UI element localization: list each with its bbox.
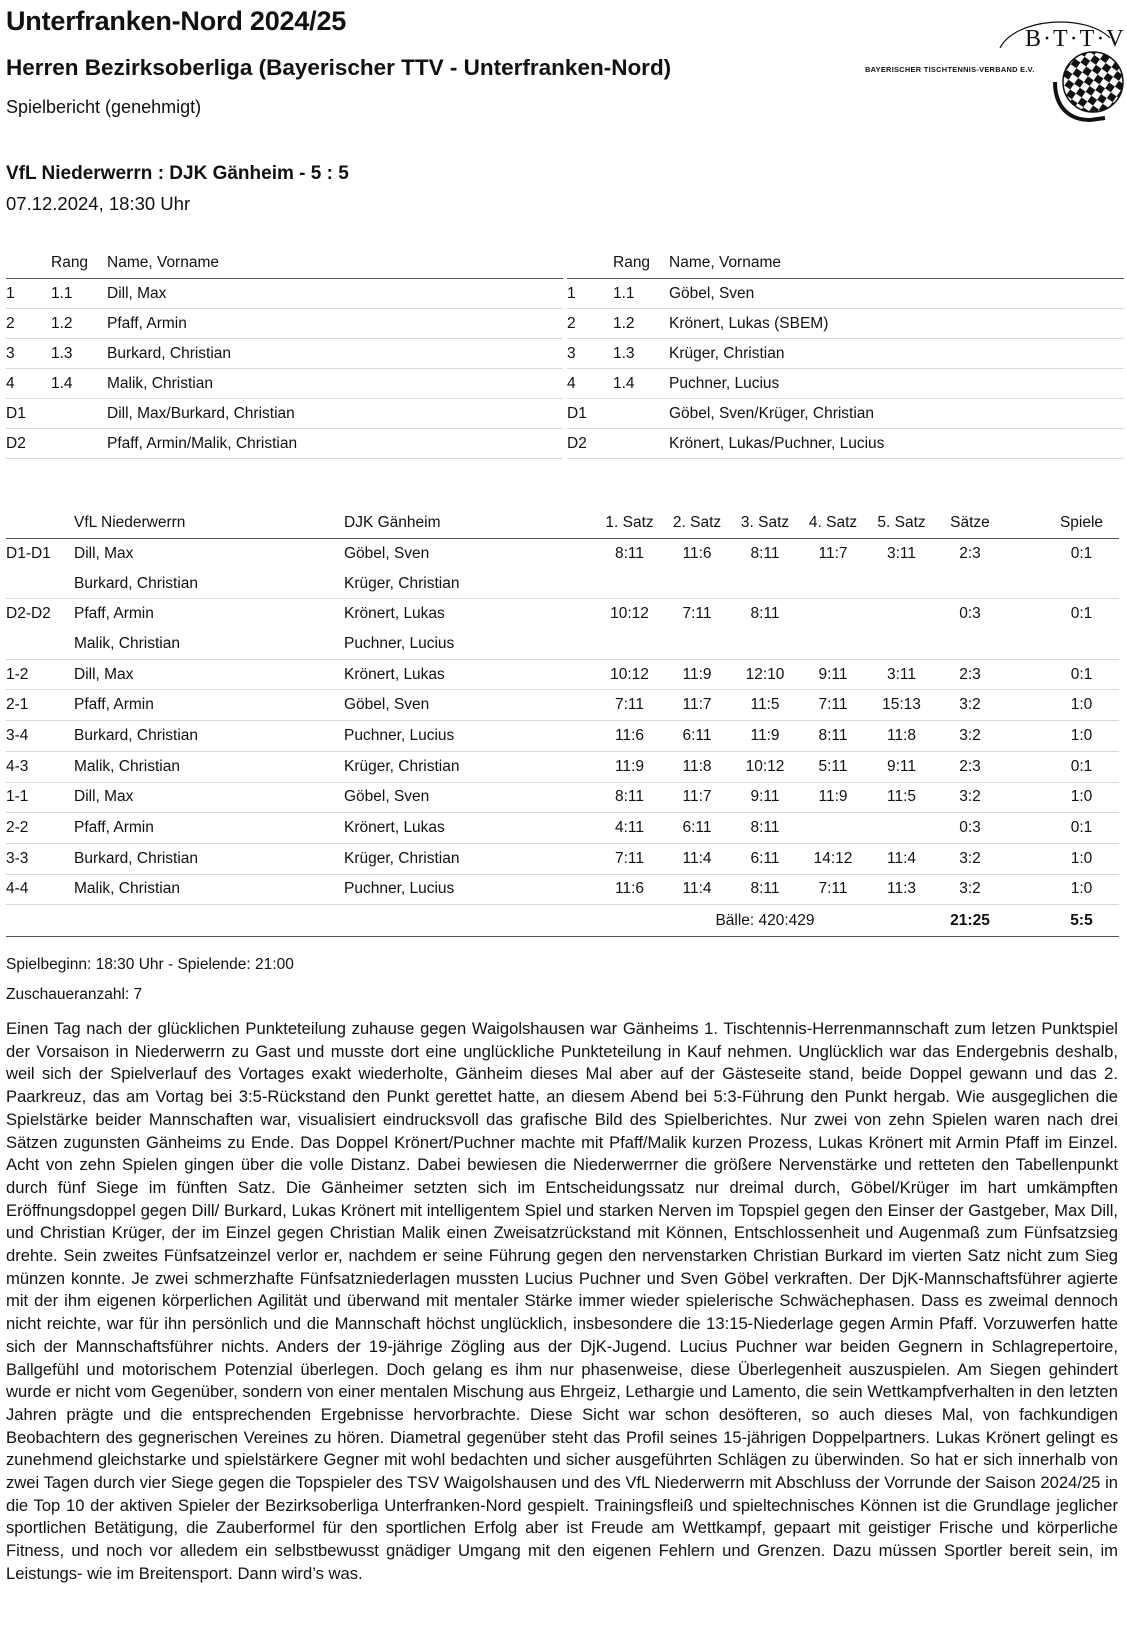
game-pair: D2-D2: [6, 605, 51, 623]
lineup-rang-header: Rang: [613, 248, 669, 279]
lineup-no: 3: [567, 339, 613, 369]
lineup-row: [6, 429, 563, 459]
lineup-name: Dill, Max/Burkard, Christian: [107, 399, 563, 429]
game-spiele: 1:0: [1004, 782, 1119, 813]
set3-header: 3. Satz: [731, 508, 799, 539]
game-saetze: 2:3: [936, 751, 1004, 782]
game-row: [6, 599, 1119, 629]
game-row: [6, 782, 1119, 813]
game-set1: 8:11: [596, 782, 663, 813]
lineup-rang-header: Rang: [51, 248, 107, 279]
game-set2: 11:4: [663, 843, 731, 874]
game-set3: 8:11: [731, 874, 799, 905]
lineup-row: [6, 309, 563, 339]
game-spiele: 0:1: [1070, 544, 1093, 562]
game-set1: 11:6: [596, 874, 663, 905]
games-table: [6, 508, 1119, 937]
game-saetze: 3:2: [936, 843, 1004, 874]
game-saetze: 3:2: [936, 782, 1004, 813]
game-set3: 11:9: [731, 721, 799, 752]
game-row: [6, 659, 1119, 690]
game-row: [6, 813, 1119, 844]
home-lineup-table: [6, 248, 563, 459]
game-away-player: Göbel, Sven: [344, 690, 596, 721]
lineup-rang: 1.3: [51, 339, 107, 369]
game-row: [6, 751, 1119, 782]
set1-header: 1. Satz: [596, 508, 663, 539]
game-row: [6, 690, 1119, 721]
game-home-player: Burkard, Christian: [74, 843, 344, 874]
total-balls: Bälle: 420:429: [663, 905, 867, 937]
game-set1: 10:12: [596, 659, 663, 690]
lineup-no: D2: [567, 429, 613, 459]
game-set4: 7:11: [799, 874, 867, 905]
set2-header: 2. Satz: [663, 508, 731, 539]
game-row: [6, 721, 1119, 752]
game-set3: 8:11: [750, 605, 780, 623]
game-spiele: 0:1: [1070, 605, 1093, 623]
lineup-no: 4: [567, 369, 613, 399]
game-away-player: Krüger, Christian: [344, 751, 596, 782]
lineup-rang: 1.1: [613, 279, 669, 309]
game-home-partner: Burkard, Christian: [74, 569, 344, 599]
lineup-no: 3: [6, 339, 51, 369]
spiele-header: Spiele: [1004, 508, 1119, 539]
game-spiele: 1:0: [1004, 843, 1119, 874]
lineup-row: [567, 429, 1124, 459]
game-saetze: 0:3: [959, 605, 981, 623]
game-home-player: Malik, Christian: [74, 751, 344, 782]
game-set5: 11:3: [867, 874, 936, 905]
lineup-name: Göbel, Sven: [669, 279, 1124, 309]
game-set2: 11:7: [663, 690, 731, 721]
bttv-logo-graphic: [865, 8, 1126, 126]
game-spiele: 0:1: [1004, 751, 1119, 782]
game-saetze: 3:2: [936, 874, 1004, 905]
game-set4: 14:12: [799, 843, 867, 874]
lineup-name: Krönert, Lukas (SBEM): [669, 309, 1124, 339]
game-pair: 2-1: [6, 690, 74, 721]
game-set5: 3:11: [867, 659, 936, 690]
lineup-rang: 1.4: [613, 369, 669, 399]
game-set4: 11:7: [818, 544, 848, 562]
game-set5: 11:5: [867, 782, 936, 813]
set4-header: 4. Satz: [799, 508, 867, 539]
game-set2: 6:11: [663, 813, 731, 844]
lineup-row: [567, 309, 1124, 339]
match-date: 07.12.2024, 18:30 Uhr: [6, 193, 191, 214]
lineup-name: Dill, Max: [107, 279, 563, 309]
away-lineup-table: [567, 248, 1124, 459]
game-pair: 1-1: [6, 782, 74, 813]
game-set2: 6:11: [663, 721, 731, 752]
game-set3: 11:5: [731, 690, 799, 721]
lineup-rang: [613, 399, 669, 429]
logo-letters: B·T·T·V: [1025, 26, 1126, 52]
game-away-player: Krüger, Christian: [344, 843, 596, 874]
game-set3: 6:11: [731, 843, 799, 874]
game-spiele: 1:0: [1004, 721, 1119, 752]
game-set1: 7:11: [596, 690, 663, 721]
game-away-partner: Puchner, Lucius: [344, 629, 596, 659]
lineup-no: D1: [567, 399, 613, 429]
game-set2: 11:9: [663, 659, 731, 690]
game-set4: [799, 813, 867, 844]
game-away-player: Göbel, Sven: [344, 782, 596, 813]
game-set5: 11:8: [867, 721, 936, 752]
game-away-player: Puchner, Lucius: [344, 721, 596, 752]
lineup-name: Krüger, Christian: [669, 339, 1124, 369]
game-row: [6, 843, 1119, 874]
home-team-header: VfL Niederwerrn: [74, 508, 344, 539]
game-row-partner: [6, 629, 1119, 659]
lineup-row: [6, 369, 563, 399]
game-saetze: 2:3: [959, 544, 981, 562]
game-away-player: Göbel, Sven: [344, 544, 430, 562]
game-set1: 7:11: [596, 843, 663, 874]
game-row: [6, 539, 1119, 569]
game-home-player: Burkard, Christian: [74, 721, 344, 752]
lineup-name: Krönert, Lukas/Puchner, Lucius: [669, 429, 1124, 459]
game-spiele: 0:1: [1004, 659, 1119, 690]
lineup-name: Puchner, Lucius: [669, 369, 1124, 399]
game-set3: 12:10: [731, 659, 799, 690]
totals-row: [6, 905, 1119, 937]
lineup-no-header: [567, 248, 613, 279]
game-set1: 10:12: [610, 605, 649, 623]
game-set4: [799, 599, 867, 629]
lineup-row: [567, 339, 1124, 369]
game-saetze: 3:2: [936, 690, 1004, 721]
lineup-no: 4: [6, 369, 51, 399]
lineup-row: [567, 369, 1124, 399]
game-away-player: Krönert, Lukas: [344, 605, 445, 623]
report-status: Spielbericht (genehmigt): [6, 97, 202, 117]
lineup-row: [567, 279, 1124, 309]
game-home-player: Dill, Max: [74, 659, 344, 690]
game-away-player: Krönert, Lukas: [344, 659, 596, 690]
game-away-partner: Krüger, Christian: [344, 569, 596, 599]
bttv-logo: [865, 8, 1126, 126]
game-set1: 8:11: [614, 544, 645, 562]
lineup-no-header: [6, 248, 51, 279]
logo-caption: BAYERISCHER TISCHTENNIS-VERBAND E.V.: [865, 65, 1035, 74]
game-set5: [867, 599, 936, 629]
lineup-name: Pfaff, Armin: [107, 309, 563, 339]
pair-header: [6, 508, 74, 539]
lineup-name: Pfaff, Armin/Malik, Christian: [107, 429, 563, 459]
match-times: Spielbeginn: 18:30 Uhr - Spielende: 21:00: [6, 956, 294, 973]
lineup-no: 2: [6, 309, 51, 339]
game-home-player: Dill, Max: [74, 544, 134, 562]
league-name-title: Herren Bezirksoberliga (Bayerischer TTV - Unterfranken-Nord): [6, 55, 672, 80]
total-spiele: 5:5: [1004, 905, 1119, 937]
away-team-header: DJK Gänheim: [344, 508, 596, 539]
lineup-name-header: Name, Vorname: [669, 248, 1124, 279]
game-set2: 11:7: [663, 782, 731, 813]
lineup-no: D2: [6, 429, 51, 459]
game-home-player: Dill, Max: [74, 782, 344, 813]
lineup-row: [567, 399, 1124, 429]
game-saetze: 0:3: [936, 813, 1004, 844]
game-pair: 4-4: [6, 874, 74, 905]
lineup-rang: 1.2: [613, 309, 669, 339]
game-set4: 8:11: [799, 721, 867, 752]
lineup-rang: 1.1: [51, 279, 107, 309]
game-away-player: Puchner, Lucius: [344, 874, 596, 905]
game-home-player: Pfaff, Armin: [74, 690, 344, 721]
game-set2: 11:8: [663, 751, 731, 782]
lineup-row: [6, 339, 563, 369]
game-pair: 3-4: [6, 721, 74, 752]
game-set3: 8:11: [731, 813, 799, 844]
game-home-player: Pfaff, Armin: [74, 813, 344, 844]
lineup-no: 1: [6, 279, 51, 309]
game-pair: 1-2: [6, 659, 74, 690]
lineup-name: Malik, Christian: [107, 369, 563, 399]
lineup-rang: [51, 429, 107, 459]
lineup-rang: 1.2: [51, 309, 107, 339]
game-set1: 4:11: [596, 813, 663, 844]
game-set5: 15:13: [867, 690, 936, 721]
game-home-partner: Malik, Christian: [74, 629, 344, 659]
game-spiele: 0:1: [1004, 813, 1119, 844]
lineup-name: Göbel, Sven/Krüger, Christian: [669, 399, 1124, 429]
game-saetze: 2:3: [936, 659, 1004, 690]
game-set1: 11:9: [596, 751, 663, 782]
lineup-row: [6, 279, 563, 309]
game-row: [6, 874, 1119, 905]
match-report-text: Einen Tag nach der glücklichen Punkteteilung zuhause gegen Waigolshausen war Gänheims 1. Tischtennis-Herrenmannschaft zum letzen Punktspiel der Vorsaison in Niederwerrn zu Gast und musste dort eine unglückliche Punkteteilung in Kauf nehmen. Unglücklich war das Endergebnis deshalb, weil sich der Spielverlauf des Vortages exakt wiederholte, Gänheim dieses Mal aber auf der Gästeseite stand, beide Doppel gewann und das 2. Paarkreuz, das am Vortag bei 3:5-Rückstand den Punkt gerettet hatte, an diesem Abend bei 5:3-Führung den Punkt hergab. Wie ausgeglichen die Spielstärke beider Mannschaften war, visualisiert eindrucksvoll das grafische Bild des Spielberichtes. Nur zwei von zehn Spielen waren nach drei Sätzen zugunsten Gänheims zu Ende. Das Doppel Krönert/Puchner machte mit Pfaff/Malik kurzen Prozess, Lukas Krönert mit Armin Pfaff im Einzel. Acht von zehn Spielen gingen über die volle Distanz. Dabei bewiesen die Niederwerrner die größere Nervenstärke und retteten den Tabellenpunkt durch fünf Siege im fünften Satz. Die Gänheimer setzten sich im Entscheidungssatz nur dreimal durch, Göbel/Krüger im hart umkämpften Eröffnungsdoppel gegen Dill/ Burkard, Lukas Krönert mit intelligentem Spiel und starken Nerven im Topspiel gegen den Einser der Gastgeber, Max Dill, und Christian Krüger, der im Einzel gegen Christian Malik einen Zweisatzrückstand mit Können, Entschlossenheit und Augenmaß zum Fünfsatzsieg drehte. Sein zweites Fünfsatzeinzel verlor er, nachdem er seine Führung gegen den nervenstarken Christian Burkard im vierten Satz nicht zum Sieg münzen konnte. Je zwei schmerzhafte Fünfsatzniederlagen mussten Lucius Puchner und Sven Göbel verkraften. Der DjK-Mannschaftsführer agierte mit der ihm eigenen körperlichen Agilität und überwand mit mentaler Stärke immer wieder spielerische Schwächephasen. Dass es zweimal dennoch nicht reichte, war für ihn persönlich und die Mannschaft höchst unglücklich, insbesondere die 13:15-Niederlage gegen Armin Pfaff. Vorzuwerfen hatte sich der Mannschaftsführer nichts. Anders der 19-jährige Zögling aus der DjK-Jugend. Lucius Puchner war beiden Gegnern in Schlagrepertoire, Ballgefühl und motorischem Potenzial überlegen. Doch gelang es ihm nur phasenweise, diese Überlegenheit auszuspielen. Am Siegen gehindert wurde er nicht vom Gegenüber, sondern von einer mentalen Mischung aus Ehrgeiz, Lethargie und Lamento, die sein Wettkampfverhalten in den letzten Jahren prägte und die entsprechenden Ergebnisse hervorbrachte. Diese Sicht war schon desöfteren, so auch dieses Mal, von fachkundigen Beobachtern des gegnerischen Vereines zu hören. Diametral gegenüber steht das Profil seines 15-jährigen Doppelpartners. Lukas Krönert gelingt es zunehmend gleichstarke und spielstärkere Gegner mit wohl bedachten und sicher ausgeführten Schlägen zu überwinden. So hat er sich innerhalb von zwei Tagen durch vier Siege gegen die Topspieler des TSV Waigolshausen und des VfL Niederwerrn mit Abschluss der Vorrunde der Saison 2024/25 in die Top 10 der aktiven Spieler der Bezirksoberliga Unterfranken-Nord gespielt. Trainingsfleiß und spieltechnisches Können ist die Grundlage jeglicher sportlichen Betätigung, die Zauberformel für den sportlichen Erfolg aber ist Freude am Wettkampf, gepaart mit geistiger Frische und körperliche Fitness, und noch vor alledem ein selbstbewusst gnädiger Umgang mit den eigenen Fehlern und Grenzen. Dazu müssen Sportler bereit sein, im Leistungs- wie im Breitensport. Dann wird’s was.: [6, 1019, 1118, 1583]
lineup-no: 1: [567, 279, 613, 309]
game-set5: 9:11: [867, 751, 936, 782]
game-set3: 9:11: [731, 782, 799, 813]
game-home-player: Malik, Christian: [74, 874, 344, 905]
game-set4: 11:9: [799, 782, 867, 813]
game-set5: [867, 813, 936, 844]
set5-header: 5. Satz: [867, 508, 936, 539]
league-region-title: Unterfranken-Nord 2024/25: [6, 6, 347, 36]
game-set2: 11:6: [682, 544, 712, 562]
game-set1: 11:6: [596, 721, 663, 752]
game-set4: 7:11: [799, 690, 867, 721]
saetze-header: Sätze: [936, 508, 1004, 539]
lineup-no: D1: [6, 399, 51, 429]
lineup-rang: [613, 429, 669, 459]
game-set5: 3:11: [886, 544, 917, 562]
game-pair: 3-3: [6, 843, 74, 874]
game-set3: 8:11: [750, 544, 780, 562]
lineup-name: Burkard, Christian: [107, 339, 563, 369]
game-set4: 5:11: [799, 751, 867, 782]
spectator-count: Zuschaueranzahl: 7: [6, 986, 143, 1003]
game-saetze: 3:2: [936, 721, 1004, 752]
lineup-rang: [51, 399, 107, 429]
lineup-rang: 1.4: [51, 369, 107, 399]
game-pair: 4-3: [6, 751, 74, 782]
total-saetze: 21:25: [936, 905, 1004, 937]
game-pair: 2-2: [6, 813, 74, 844]
lineup-no: 2: [567, 309, 613, 339]
game-set3: 10:12: [731, 751, 799, 782]
lineup-rang: 1.3: [613, 339, 669, 369]
game-set2: 7:11: [682, 605, 712, 623]
game-pair: D1-D1: [6, 544, 51, 562]
game-spiele: 1:0: [1004, 690, 1119, 721]
game-set5: 11:4: [867, 843, 936, 874]
game-away-player: Krönert, Lukas: [344, 813, 596, 844]
game-set4: 9:11: [799, 659, 867, 690]
game-row-partner: [6, 569, 1119, 599]
lineup-row: [6, 399, 563, 429]
game-spiele: 1:0: [1004, 874, 1119, 905]
game-home-player: Pfaff, Armin: [74, 605, 154, 623]
lineup-name-header: Name, Vorname: [107, 248, 563, 279]
match-title: VfL Niederwerrn : DJK Gänheim - 5 : 5: [6, 163, 349, 184]
game-set2: 11:4: [663, 874, 731, 905]
